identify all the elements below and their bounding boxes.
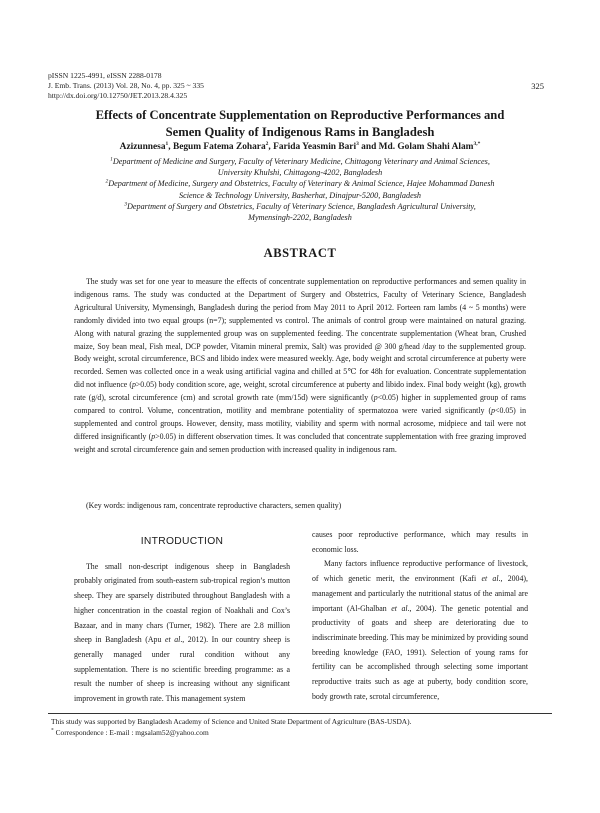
correspondence-text: Correspondence : E-mail : mgsalam52@yahoo.com bbox=[53, 727, 209, 737]
affiliation-line: University Khulshi, Chittagong-4202, Bangladesh bbox=[217, 168, 383, 178]
abstract-text: >0.05) in different observation times. It was concluded that concentrate supplementation with free grazing improved weight and scrotal circumference gain and semen production with increased quality in indigenous ram. bbox=[74, 431, 526, 454]
author-sup: 2 bbox=[265, 140, 269, 147]
intro-text: Many factors influence reproductive performance of livestock, of which genetic merit, the environment (Kafi bbox=[312, 559, 528, 584]
p-symbol: p bbox=[131, 380, 136, 390]
journal-header bbox=[48, 71, 204, 102]
correspondence-note bbox=[51, 728, 411, 739]
affiliation-line bbox=[60, 178, 540, 189]
et-al: et al bbox=[391, 603, 408, 613]
abstract-text: The study was set for one year to measure the effects of concentrate supplementation on reproductive performances and semen quality in indigenous rams. The study was conducted at the Department of Surgery and Obstetrics, Faculty of Veterinary Science, Bangladesh Agricultural University, Mymensingh, Bangladesh during the period from May 2011 to April 2012. Forteen ram lambs (4 ~ 5 months) were randomly divided into two equal groups (n=7); supplemented vs control. The animals of control group were maintained on natural grazing. Along with natural grazing the supplemented group was on supplemented feeding. The concentrate supplementation (Wheat bran, Crushed maize, Soy bean meal, Fish meal, DCP powder, Vitamin mineral premix, Salt) was provided @ 300 g/head /day to the supplemented group. Body weight, scrotal circumference, BCS and libido index were measured weekly. Age, body weight and scrotal circumference at puberty were recorded. Semen was collected once in a weak using artificial vagina and chilled at 5℃ for 48h for evaluation. Concentrate supplementation did not influence ( bbox=[74, 277, 526, 390]
intro-paragraph: causes poor reproductive performance, which may results in economic loss. bbox=[312, 530, 528, 554]
intro-right-column bbox=[312, 528, 528, 704]
funding-note: This study was supported by Bangladesh Academy of Science and United State Department of Agriculture (BAS-USDA). bbox=[51, 717, 412, 726]
affiliation-line bbox=[60, 201, 540, 212]
intro-paragraph bbox=[74, 560, 290, 707]
author-sup: 3,* bbox=[473, 140, 481, 147]
abstract-text: <0.05) higher in supplemented group of rams compared to control. Volume, concentration, motility and membrane potentiality of spermatozoa were varied significantly ( bbox=[74, 393, 526, 416]
et-al: et al bbox=[481, 574, 499, 584]
introduction-heading: INTRODUCTION bbox=[140, 536, 224, 547]
intro-text: ., 2004), management and particularly the nutritional status of the animal are important (Al-Ghalban bbox=[312, 574, 528, 613]
affiliation-line bbox=[60, 156, 540, 167]
abstract-text: <0.05) in supplemented and control groups. However, density, mass motility, viability and sperm with normal acrosome, midpiece and tail were not differed insignificantly ( bbox=[74, 406, 526, 441]
author-sup: 1 bbox=[165, 140, 169, 147]
affiliations bbox=[60, 156, 540, 223]
title-line-1: Effects of Concentrate Supplementation on Reproductive Performances and bbox=[95, 108, 505, 122]
author-name: Begum Fatema Zohara bbox=[172, 142, 266, 152]
doi-line: http://dx.doi.org/10.12750/JET.2013.28.4.325 bbox=[48, 91, 188, 101]
author-name: Azizunnesa bbox=[119, 142, 166, 152]
intro-text: ., 2004). The genetic potential and productivity of goats and sheep are deteriorating due to indiscriminate breeding. This may be minimized by providing sound breeding knowledge (FAO, 1991). Selection of young rams for fertility can be accomplished through selecting some important reproductive traits such as age at puberty, body condition score, body growth rate, scrotal circumference, bbox=[312, 603, 528, 701]
page-number: 325 bbox=[531, 81, 544, 91]
abstract-paragraph bbox=[74, 276, 526, 457]
p-symbol: p bbox=[151, 431, 156, 441]
intro-text: The small non-descript indigenous sheep in Bangladesh probably originated from south-eastern sub-tropical region’s mutton sheep. They are sparsely distributed throughout Bangladesh with a higher concentration in the coastal region of Noakhali and Cox’s Bazaar, and in many chars (Turner, 1982). There are 2.8 million sheep in Bangladesh (Apu bbox=[74, 561, 290, 645]
citation-line: J. Emb. Trans. (2013) Vol. 28, No. 4, pp. 325 ~ 335 bbox=[48, 81, 204, 91]
affiliation-text: Department of Surgery and Obstetrics, Faculty of Veterinary Science, Bangladesh Agricultural University, bbox=[126, 201, 476, 211]
author-name: Farida Yeasmin Bari bbox=[273, 142, 357, 152]
asterisk: * bbox=[51, 727, 54, 734]
abstract-text: >0.05) body condition score, age, weight, scrotal circumference at puberty and libido index. Final body weight (kg), growth rate (g/d), scrotal circumference (cm) and scrotal growth rate (mm/15d) were significantly ( bbox=[74, 380, 526, 403]
intro-text: ., 2012). In our country sheep is generally managed under rural condition without any supplementation. There is no scientific breeding programme: as a result the number of sheep is increasing without any significant improvement in growth rate. This management system bbox=[74, 635, 290, 704]
paper-title bbox=[60, 107, 540, 140]
affiliation-text: Department of Medicine and Surgery, Faculty of Veterinary Medicine, Chittagong Veterinary and Animal Sciences, bbox=[112, 157, 490, 166]
author-list bbox=[60, 142, 540, 152]
abstract-heading: ABSTRACT bbox=[263, 246, 337, 260]
affiliation-sup: 3 bbox=[124, 201, 127, 208]
affiliation-line: Mymensingh-2202, Bangladesh bbox=[248, 213, 352, 223]
p-symbol: p bbox=[373, 393, 378, 403]
author-name: Md. Golam Shahi Alam bbox=[378, 142, 474, 152]
intro-left-column bbox=[74, 528, 290, 707]
affiliation-sup: 1 bbox=[110, 156, 113, 163]
affiliation-sup: 2 bbox=[105, 178, 109, 185]
issn-line: pISSN 1225-4991, eISSN 2288-0178 bbox=[48, 71, 162, 80]
keywords: (Key words: indigenous ram, concentrate reproductive characters, semen quality) bbox=[86, 501, 342, 510]
author-sep: , bbox=[268, 142, 274, 152]
author-sup: 3 bbox=[356, 140, 359, 147]
footnotes bbox=[51, 717, 411, 738]
author-sep: and bbox=[358, 142, 379, 152]
p-symbol: p bbox=[491, 406, 496, 416]
title-line-2: Semen Quality of Indigenous Rams in Bangladesh bbox=[165, 124, 435, 139]
affiliation-text: Department of Medicine, Surgery and Obstetrics, Faculty of Veterinary & Animal Science, Hajee Mohammad Danesh bbox=[108, 179, 495, 189]
affiliation-line: Science & Technology University, Basherhat, Dinajpur-5200, Bangladesh bbox=[178, 190, 422, 200]
footnote-divider bbox=[48, 713, 552, 714]
et-al: et al bbox=[164, 635, 181, 645]
intro-paragraph bbox=[312, 557, 528, 704]
author-sep: , bbox=[168, 142, 173, 152]
